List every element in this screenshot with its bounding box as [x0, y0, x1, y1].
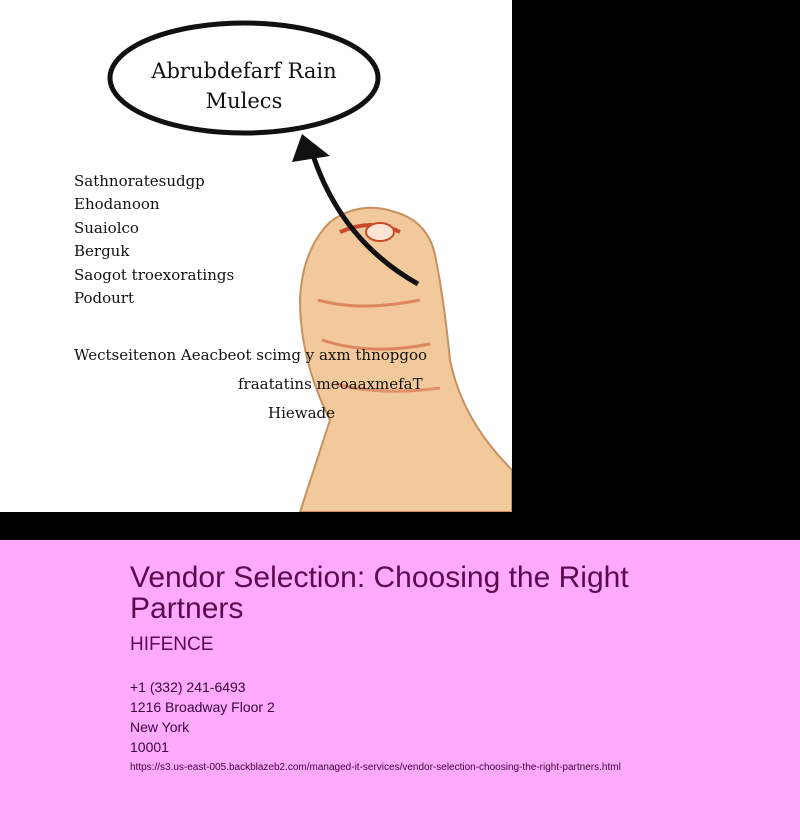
- oval-text-line-1: Abrubdefarf Rain: [151, 59, 337, 83]
- info-panel: [0, 540, 800, 840]
- info-content: [130, 562, 730, 775]
- list-item: Podourt: [74, 289, 135, 307]
- page-title: Vendor Selection: Choosing the Right Partners: [130, 561, 629, 625]
- caption-line: Wectseitenon Aeacbeot scimg y axm thnopgoo: [74, 346, 428, 364]
- list-item: Sathnoratesudgp: [74, 172, 205, 190]
- caption-line: Hiewade: [268, 404, 336, 422]
- phone-number[interactable]: +1 (332) 241-6493: [130, 679, 246, 695]
- caption-line: fraatatins meoaaxmefaT: [238, 375, 423, 393]
- address-line: 1216 Broadway Floor 2: [130, 699, 275, 715]
- list-item: Berguk: [74, 242, 130, 260]
- contact-block: [130, 677, 730, 757]
- hero-image: [0, 0, 512, 512]
- oval-text-line-2: Mulecs: [205, 89, 283, 113]
- list-item: Suaiolco: [74, 219, 139, 237]
- list-item: Saogot troexoratings: [74, 266, 235, 284]
- list-item: Ehodanoon: [74, 195, 160, 213]
- zip-code: 10001: [130, 739, 169, 755]
- source-url-link[interactable]: https://s3.us-east-005.backblazeb2.com/managed-it-services/vendor-selection-choosing-the-right-partners.html: [130, 762, 621, 773]
- city: New York: [130, 719, 190, 735]
- company-name: HIFENCE: [130, 634, 214, 655]
- hand-drawing-illustration: [0, 0, 512, 512]
